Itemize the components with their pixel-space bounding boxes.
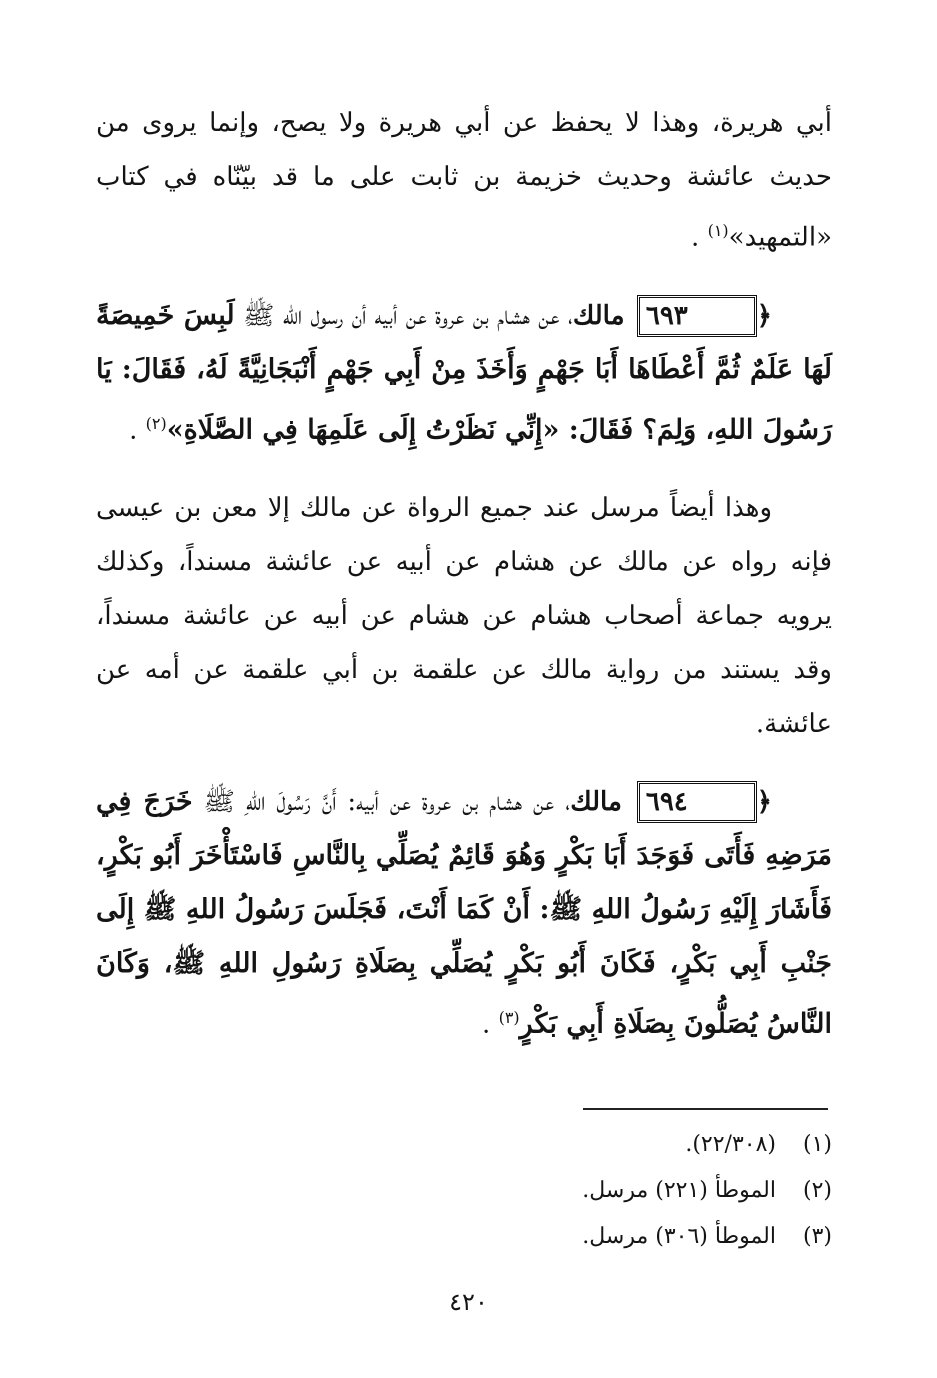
- footnote-divider: [583, 1108, 828, 1110]
- footnote-ref-2: (٢): [145, 413, 167, 433]
- page-number: ٤٢٠: [449, 1288, 488, 1316]
- footnote-2-text: الموطأ (٢٢١) مرسل.: [582, 1178, 776, 1203]
- footnote-3-text: الموطأ (٣٠٦) مرسل.: [582, 1224, 776, 1249]
- hadith-number-693: ٦٩٣: [637, 295, 757, 337]
- hadith-693: ﴿٦٩٣ مالك، عن هشام بن عروة عن أبيه أن رسول الله ﷺ لَبِسَ خَمِيصَةً لَهَا عَلَمٌ ثُمَّ أَعْطَاهَا أَبَا جَهْمٍ وَأَخَذَ مِنْ أَبِي جَهْمٍ أَنْبَجَانِيَّةً لَهُ، فَقَالَ: يَا رَسُولَ اللهِ، وَلِمَ؟ فَقَالَ: «إِنِّي نَظَرْتُ إِلَى عَلَمِهَا فِي الصَّلَاةِ»$^{(٢)}$ .: [96, 289, 832, 458]
- paragraph-2: وهذا أيضاً مرسل عند جميع الرواة عن مالك إلا معن بن عيسى فإنه رواه عن مالك عن هشام عن أبيه عن عائشة مسنداً، وكذلك يرويه جماعة أصحاب هشام عن هشام عن أبيه عن عائشة مسنداً، وقد يستند من رواية مالك عن علقمة بن أبي علقمة عن أمه عن عائشة.: [96, 493, 832, 740]
- hadith-694: ﴿٦٩٤ مالك، عن هشام بن عروة عن أبيه: أَنَّ رَسُولَ اللهِ ﷺ خَرَجَ فِي مَرَضِهِ فَأَتَى فَوَجَدَ أَبَا بَكْرٍ وَهُوَ قَائِمٌ يُصَلِّي بِالنَّاسِ فَاسْتَأْخَرَ أَبُو بَكْرٍ، فَأَشَارَ إِلَيْهِ رَسُولُ اللهِ ﷺ: أَنْ كَمَا أَنْتَ، فَجَلَسَ رَسُولُ اللهِ ﷺ إِلَى جَنْبِ أَبِي بَكْرٍ، فَكَانَ أَبُو بَكْرٍ يُصَلِّي بِصَلَاةِ رَسُولِ اللهِ ﷺ، وَكَانَ النَّاسُ يُصَلُّونَ بِصَلَاةِ أَبِي بَكْرٍ$^{(٣)}$ .: [96, 775, 832, 1052]
- hadith-693-matn: لَبِسَ خَمِيصَةً لَهَا عَلَمٌ ثُمَّ أَعْطَاهَا أَبَا جَهْمٍ وَأَخَذَ مِنْ أَبِي جَهْمٍ أَنْبَجَانِيَّةً لَهُ، فَقَالَ: يَا رَسُولَ اللهِ، وَلِمَ؟ فَقَالَ: «إِنِّي نَظَرْتُ إِلَى عَلَمِهَا فِي الصَّلَاةِ»: [96, 299, 832, 446]
- footnotes: [96, 1122, 832, 1260]
- footnote-1-text: (٢٢/٣٠٨).: [685, 1132, 776, 1157]
- footnote-3-number: (٣): [802, 1224, 832, 1249]
- hadith-693-narrator: مالك: [572, 300, 625, 331]
- paragraph-1: أبي هريرة، وهذا لا يحفظ عن أبي هريرة ولا يصح، وإنما يروى من حديث عائشة وحديث خزيمة بن ثابت على ما قد بيّنّاه في كتاب «التمهيد»$^{(١)}$ .: [96, 108, 832, 253]
- footnote-3: [96, 1214, 832, 1260]
- paragraph-1-text: أبي هريرة، وهذا لا يحفظ عن أبي هريرة ولا يصح، وإنما يروى من حديث عائشة وحديث خزيمة بن ثابت على ما قد بيّنّاه في كتاب «التمهيد»: [96, 108, 832, 253]
- footnote-2: [96, 1168, 832, 1214]
- page-body: [96, 96, 832, 1052]
- hadith-693-isnad: ، عن هشام بن عروة عن أبيه أن رسول الله ﷺ: [242, 300, 573, 331]
- hadith-694-isnad: ، عن هشام بن عروة عن أبيه: أَنَّ رَسُولَ اللهِ ﷺ: [203, 787, 571, 818]
- footnote-ref-1: (١): [707, 221, 729, 240]
- hadith-694-matn: خَرَجَ فِي مَرَضِهِ فَأَتَى فَوَجَدَ أَبَا بَكْرٍ وَهُوَ قَائِمٌ يُصَلِّي بِالنَّاسِ فَاسْتَأْخَرَ أَبُو بَكْرٍ، فَأَشَارَ إِلَيْهِ رَسُولُ اللهِ ﷺ: أَنْ كَمَا أَنْتَ، فَجَلَسَ رَسُولُ اللهِ ﷺ إِلَى جَنْبِ أَبِي بَكْرٍ، فَكَانَ أَبُو بَكْرٍ يُصَلِّي بِصَلَاةِ رَسُولِ اللهِ ﷺ، وَكَانَ النَّاسُ يُصَلُّونَ بِصَلَاةِ أَبِي بَكْرٍ: [96, 786, 832, 1040]
- hadith-number-694: ٦٩٤: [637, 781, 757, 823]
- footnote-1: [96, 1122, 832, 1168]
- footnote-1-number: (١): [802, 1132, 832, 1157]
- footnote-2-number: (٢): [802, 1178, 832, 1203]
- footnote-ref-3: (٣): [498, 1008, 520, 1028]
- hadith-694-narrator: مالك: [570, 787, 622, 818]
